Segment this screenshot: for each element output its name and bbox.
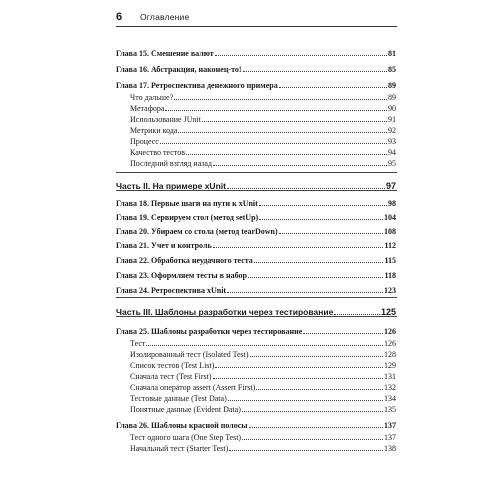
toc-entry-title: Глава 22. Обработка неудачного теста <box>116 256 253 265</box>
toc-entry-page: 115 <box>384 256 396 265</box>
toc-entry-section <box>130 92 396 103</box>
toc-entry-chapter <box>116 240 396 251</box>
dot-leader <box>160 136 387 144</box>
section-divider <box>116 297 397 298</box>
toc-entry-section <box>130 103 396 114</box>
dot-leader <box>254 255 384 263</box>
toc-entry-title: Глава 26. Шаблоны красной полосы <box>116 421 248 430</box>
toc-entry-title: Глава 24. Ретроспектива xUnit <box>116 286 227 295</box>
toc-entry-title: Понятные данные (Evident Data) <box>130 405 241 414</box>
toc-entry-section <box>130 432 396 443</box>
toc-entry-part <box>116 306 396 319</box>
dot-leader <box>178 125 387 133</box>
dot-leader <box>256 382 383 390</box>
dot-leader <box>242 432 383 440</box>
dot-leader <box>146 338 383 346</box>
toc-entry-page: 89 <box>388 93 396 102</box>
dot-leader <box>249 420 383 428</box>
section-divider <box>116 316 397 317</box>
toc-entry-chapter <box>116 64 396 75</box>
dot-leader <box>229 443 383 451</box>
dot-leader <box>227 181 385 189</box>
toc-entry-section <box>130 147 396 158</box>
toc-entry-section <box>130 125 396 136</box>
toc-entry-page: 97 <box>385 181 396 191</box>
dot-leader <box>213 371 383 379</box>
toc-entry-page: 112 <box>384 241 396 250</box>
toc-entry-section <box>130 136 396 147</box>
section-divider <box>116 190 397 191</box>
toc-entry-page: 135 <box>384 405 396 414</box>
toc-entry-title: Тест одного шага (One Step Test) <box>130 433 242 442</box>
toc-entry-chapter <box>116 226 396 237</box>
toc-entry-page: 95 <box>388 159 396 168</box>
toc-entry-title: Изолированный тест (Isolated Test) <box>130 350 249 359</box>
dot-leader <box>279 80 387 88</box>
toc-entry-title: Сначала тест (Test First) <box>130 372 212 381</box>
toc-entry-title: Глава 21. Учет и контроль <box>116 241 212 250</box>
toc-entry-chapter <box>116 212 396 223</box>
dot-leader <box>303 326 383 334</box>
dot-leader <box>228 393 383 401</box>
toc-entry-title: Глава 19. Сервируем стол (метод setUp) <box>116 213 259 222</box>
dot-leader <box>215 360 383 368</box>
toc-entry-page: 123 <box>384 286 396 295</box>
dot-leader <box>279 226 383 234</box>
toc-entry-page: 138 <box>384 444 396 453</box>
toc-entry-title: Начальный тест (Starter Test) <box>130 444 229 453</box>
toc-entry-chapter <box>116 326 396 337</box>
dot-leader <box>250 349 383 357</box>
toc-entry-section <box>130 371 396 382</box>
toc-entry-chapter <box>116 255 396 266</box>
dot-leader <box>334 307 380 315</box>
toc-entry-section <box>130 114 396 125</box>
toc-entry-title: Глава 20. Убираем со стола (метод tearDown) <box>116 227 278 236</box>
toc-entry-section <box>130 158 396 169</box>
toc-entry-title: Глава 17. Ретроспектива денежного примера <box>116 81 278 90</box>
toc-entry-title: Сначала оператор assert (Assert First) <box>130 383 256 392</box>
toc-entry-chapter <box>116 80 396 91</box>
dot-leader <box>174 92 387 100</box>
toc-entry-chapter <box>116 285 396 296</box>
toc-entry-title: Глава 23. Оформляем тесты в набор <box>116 271 247 280</box>
toc-entry-title: Глава 16. Абстракция, наконец-то! <box>116 65 242 74</box>
toc-entry-page: 132 <box>384 383 396 392</box>
toc-entry-page: 92 <box>388 126 396 135</box>
toc-entry-title: Качество тестов <box>130 148 185 157</box>
toc-entry-page: 131 <box>384 372 396 381</box>
toc-entry-page: 129 <box>384 361 396 370</box>
toc-entry-section <box>130 443 396 454</box>
toc-entry-section <box>130 404 396 415</box>
dot-leader <box>213 158 387 166</box>
toc-entry-section <box>130 360 396 371</box>
toc-entry-chapter <box>116 198 396 209</box>
toc-entry-page: 93 <box>388 137 396 146</box>
dot-leader <box>243 64 387 72</box>
toc-entry-page: 128 <box>384 350 396 359</box>
toc-entry-title: Глава 15. Смешение валют <box>116 49 214 58</box>
toc-entry-title: Что дальше? <box>130 93 174 102</box>
toc-entry-page: 137 <box>384 421 396 430</box>
toc-entry-page: 137 <box>384 433 396 442</box>
toc-entry-section <box>130 393 396 404</box>
toc-entry-section <box>130 338 396 349</box>
toc-entry-page: 104 <box>384 213 396 222</box>
dot-leader <box>259 212 383 220</box>
toc-entry-title: Тест <box>130 339 146 348</box>
dot-leader <box>259 198 387 206</box>
section-divider <box>116 172 397 173</box>
toc-entry-page: 126 <box>384 327 396 336</box>
toc-entry-title: Часть II. На примере xUnit <box>116 181 226 191</box>
toc-entry-page: 90 <box>388 104 396 113</box>
dot-leader <box>186 147 387 155</box>
page-number: 6 <box>116 11 123 23</box>
toc-entry-section <box>130 382 396 393</box>
toc-entry-page: 125 <box>380 307 396 317</box>
toc-entry-part <box>116 180 396 193</box>
dot-leader <box>202 114 387 122</box>
toc-entry-title: Процесс <box>130 137 159 146</box>
toc-entry-page: 81 <box>388 49 396 58</box>
dot-leader <box>242 404 383 412</box>
toc-entry-title: Глава 18. Первые шаги на пути к xUnit <box>116 199 258 208</box>
toc-entry-title: Тестовые данные (Test Data) <box>130 394 227 403</box>
toc-entry-page: 89 <box>388 81 396 90</box>
dot-leader <box>165 103 387 111</box>
toc-entry-title: Глава 25. Шаблоны разработки через тестирование <box>116 327 303 336</box>
toc-entry-title: Последний взгляд назад <box>130 159 213 168</box>
dot-leader <box>248 270 384 278</box>
toc-entry-title: Метафора <box>130 104 165 113</box>
toc-entry-title: Метрики кода <box>130 126 178 135</box>
toc-entry-page: 94 <box>388 148 396 157</box>
toc-entry-title: Часть III. Шаблоны разработки через тестирование <box>116 307 334 317</box>
toc-entry-chapter <box>116 270 396 281</box>
toc-entry-page: 108 <box>384 227 396 236</box>
toc-entry-page: 98 <box>388 199 396 208</box>
toc-entry-page: 134 <box>384 394 396 403</box>
toc-entry-title: Список тестов (Test List) <box>130 361 215 370</box>
toc-entry-page: 85 <box>388 65 396 74</box>
dot-leader <box>227 285 383 293</box>
toc-entry-title: Использование JUnit <box>130 115 201 124</box>
dot-leader <box>215 48 387 56</box>
toc-entry-chapter <box>116 48 396 59</box>
toc-entry-chapter <box>116 420 396 431</box>
dot-leader <box>213 240 384 248</box>
running-title: Оглавление <box>140 12 190 22</box>
toc-entry-page: 126 <box>384 339 396 348</box>
toc-entry-page: 91 <box>388 115 396 124</box>
toc-entry-page: 118 <box>384 271 396 280</box>
toc-entry-section <box>130 349 396 360</box>
